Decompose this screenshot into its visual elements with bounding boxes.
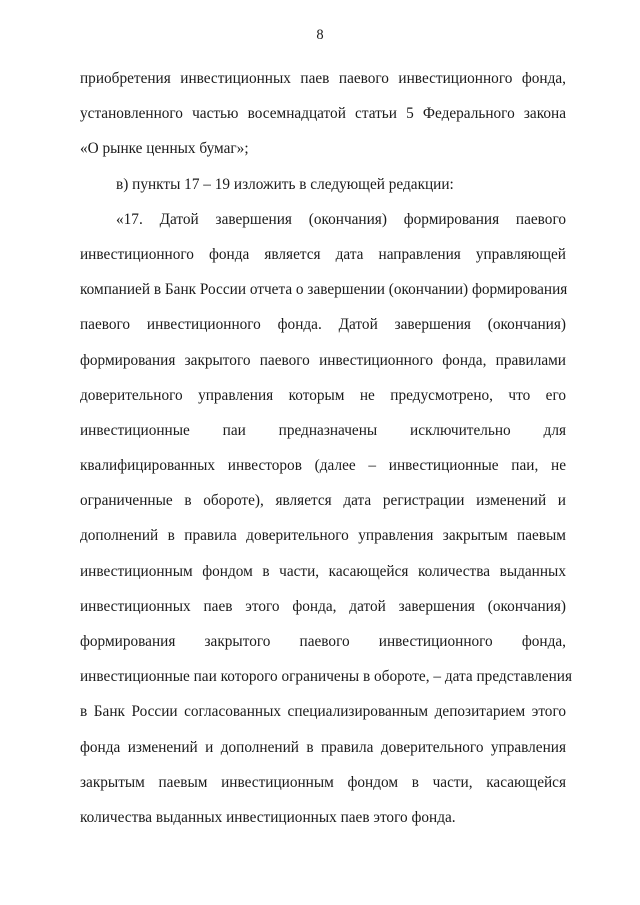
text-line: инвестиционным фондом в части, касающейся количества выданных bbox=[80, 562, 566, 580]
text-line: паевого инвестиционного фонда. Датой завершения (окончания) bbox=[80, 316, 566, 334]
text-line: дополнений в правила доверительного управления закрытым паевым bbox=[80, 527, 566, 545]
body-text bbox=[80, 61, 572, 835]
text-line: инвестиционные паи предназначены исключительно для bbox=[80, 421, 566, 439]
text-line: установленного частью восемнадцатой статьи 5 Федерального закона bbox=[80, 105, 566, 123]
text-line: доверительного управления которым не предусмотрено, что его bbox=[80, 386, 566, 404]
text-line: формирования закрытого паевого инвестиционного фонда, bbox=[80, 633, 566, 650]
text-line: ограниченные в обороте), является дата регистрации изменений и bbox=[80, 492, 566, 510]
text-line: инвестиционные паи которого ограничены в обороте, – дата представления bbox=[80, 668, 572, 686]
text-line: приобретения инвестиционных паев паевого инвестиционного фонда, bbox=[80, 70, 566, 87]
text-line: инвестиционных паев этого фонда, датой завершения (окончания) bbox=[80, 597, 566, 615]
text-line: компанией в Банк России отчета о завершении (окончании) формирования bbox=[80, 281, 568, 299]
text-line: в) пункты 17 – 19 изложить в следующей редакции: bbox=[116, 175, 454, 193]
text-line: «О рынке ценных бумаг»; bbox=[80, 140, 249, 158]
page-number: 8 bbox=[316, 27, 324, 43]
text-line: квалифицированных инвесторов (далее – инвестиционные паи, не bbox=[80, 457, 566, 475]
text-line: количества выданных инвестиционных паев этого фонда. bbox=[80, 808, 456, 826]
text-line: фонда изменений и дополнений в правила доверительного управления bbox=[80, 738, 566, 756]
text-line: закрытым паевым инвестиционным фондом в части, касающейся bbox=[80, 773, 566, 791]
text-line: в Банк России согласованных специализированным депозитарием этого bbox=[80, 703, 566, 721]
text-line: инвестиционного фонда является дата направления управляющей bbox=[80, 245, 566, 263]
text-line: формирования закрытого паевого инвестиционного фонда, правилами bbox=[80, 351, 566, 369]
text-line: «17. Датой завершения (окончания) формирования паевого bbox=[116, 210, 566, 228]
